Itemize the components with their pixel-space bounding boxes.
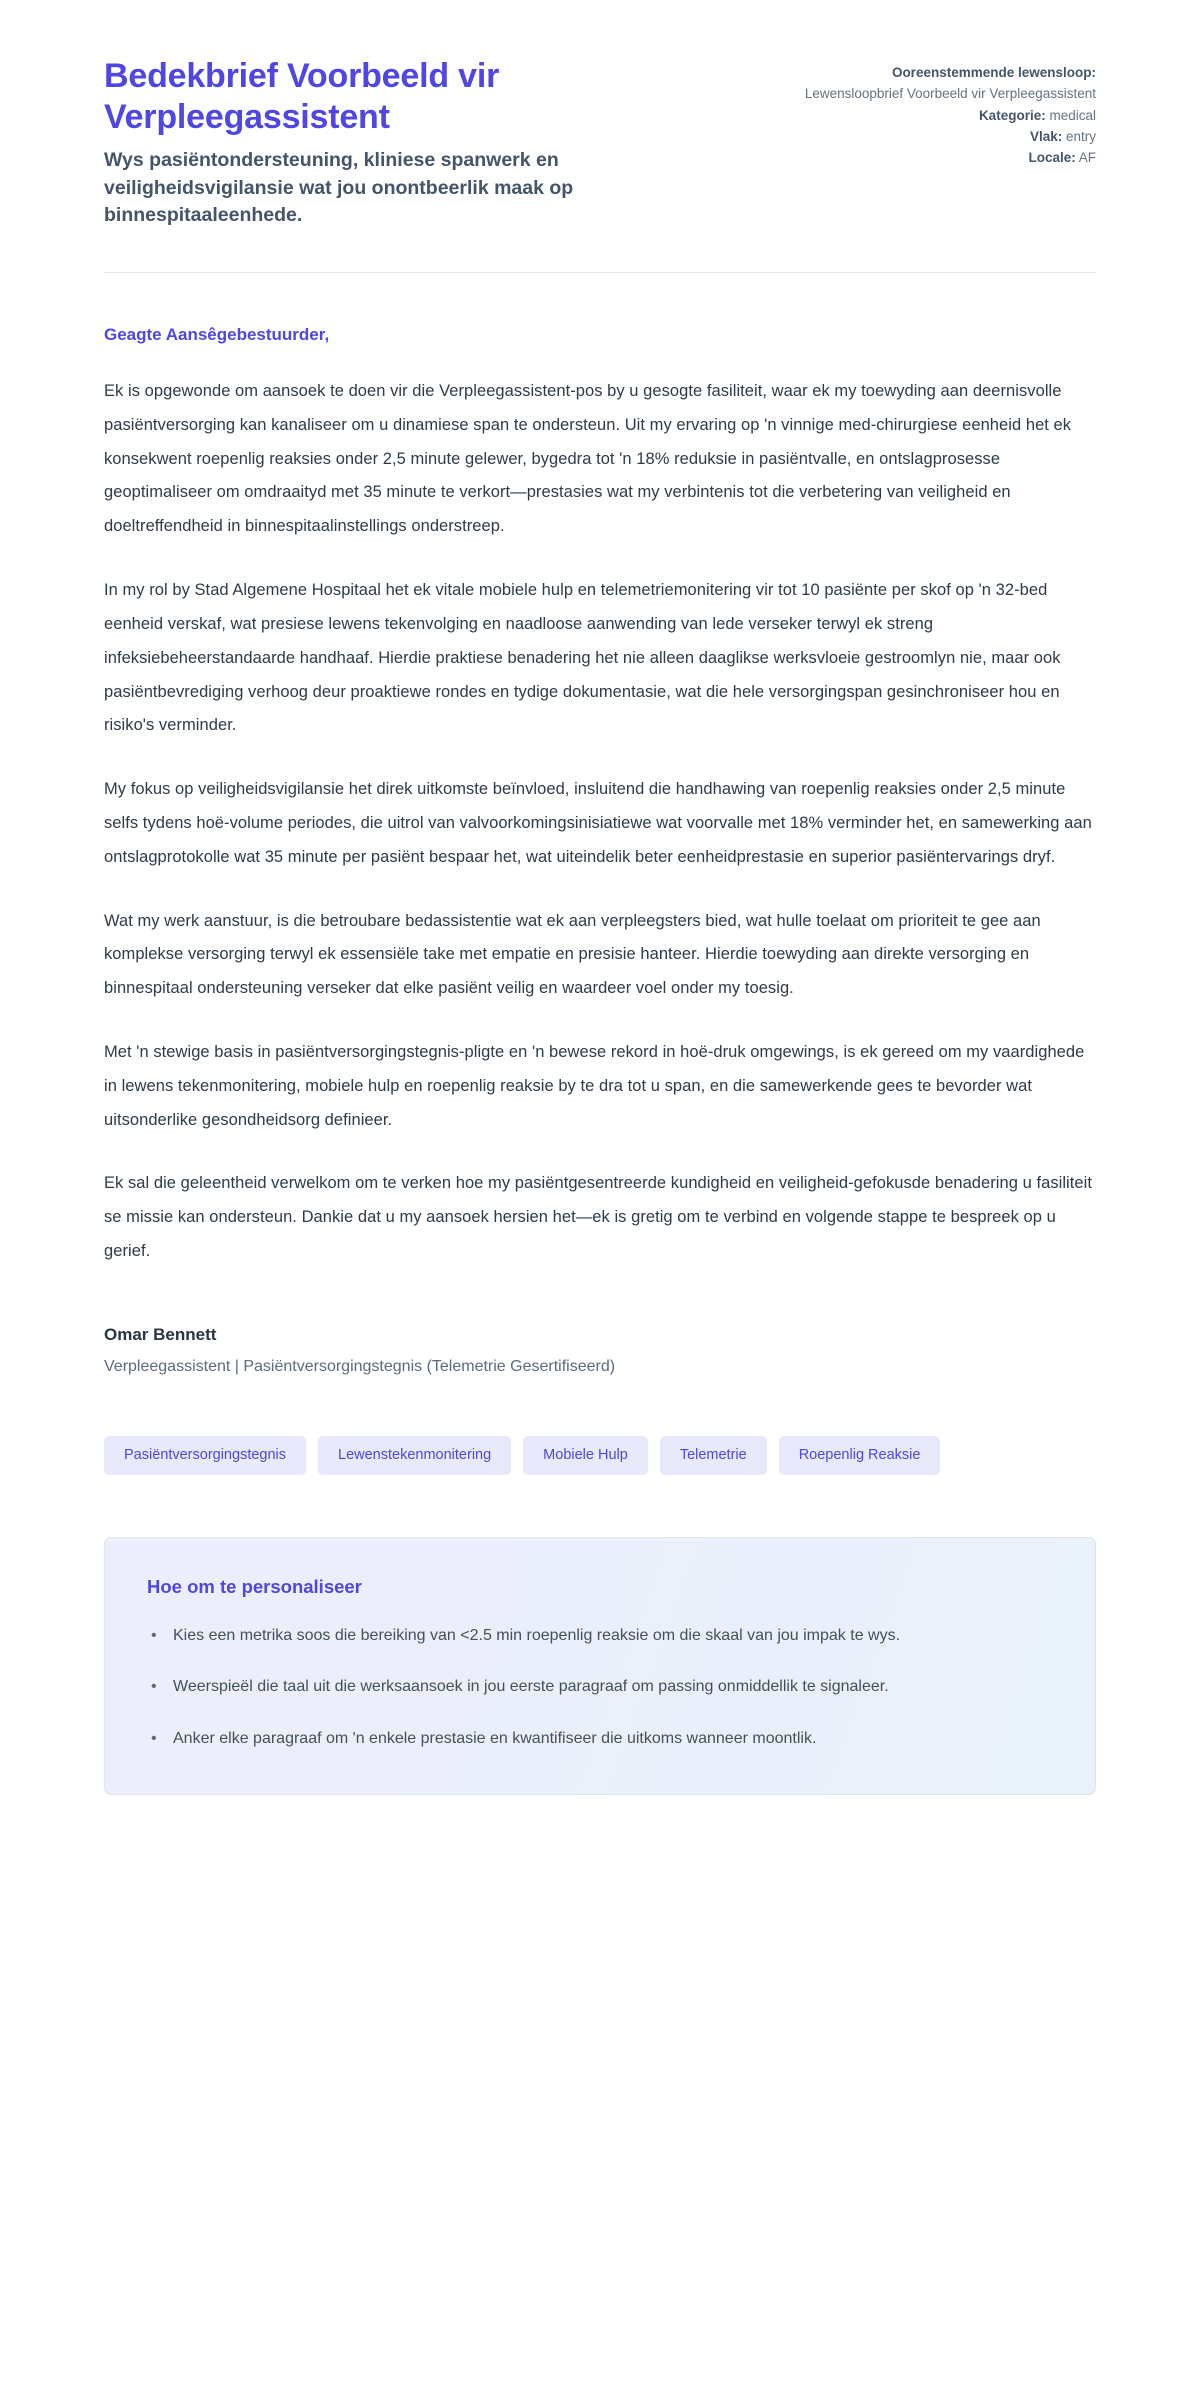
meta-level-value: entry: [1065, 128, 1096, 144]
callout-tip-list: [147, 1620, 1053, 1754]
letter-salutation: Geagte Aansêgebestuurder,: [104, 325, 330, 344]
meta-level-label: Vlak:: [1029, 128, 1063, 144]
skill-tag[interactable]: Lewenstekenmonitering: [318, 1436, 511, 1475]
skill-tag-list: [104, 1436, 1096, 1475]
callout-title: Hoe om te personaliseer: [147, 1576, 362, 1598]
cover-letter-body: [90, 325, 1110, 1376]
skill-tag[interactable]: Roepenlig Reaksie: [779, 1436, 941, 1475]
letter-paragraph: My fokus op veiligheidsvigilansie het direk uitkomste beïnvloed, insluitend die handhawing van roepenlig reaksies onder 2,5 minute selfs tydens hoë-volume periodes, die uitrol van valvoorkomingsinisiatiewe wat voorvalle met 18% verminder het, en samewerking aan ontslagprotokolle wat 35 minute per pasiënt bespaar het, wat uiteindelik beter eenheidprestasie en superior pasiëntervarings dryf.: [104, 780, 1092, 866]
meta-category-value: medical: [1049, 107, 1096, 123]
meta-category-label: Kategorie:: [978, 107, 1046, 123]
skill-tag[interactable]: Mobiele Hulp: [523, 1436, 648, 1475]
meta-level: [796, 126, 1096, 147]
letter-paragraph: Met 'n stewige basis in pasiëntversorgingstegnis-pligte en 'n bewese rekord in hoë-druk omgewings, is ek gereed om my vaardighede in lewens tekenmonitering, mobiele hulp en roepenlig reaksie by te dra tot u span, en die samewerkende gees te bevorder wat uitsonderlike gesondheidsorg definieer.: [104, 1043, 1085, 1129]
page-subtitle: Wys pasiëntondersteuning, kliniese spanwerk en veiligheidsvigilansie wat jou onontbeerlik maak op binnespitaaleenhede.: [104, 148, 574, 227]
letter-paragraph: Wat my werk aanstuur, is die betroubare bedassistentie wat ek aan verpleegsters bied, wat hulle toelaat om prioriteit te gee aan komplekse versorging terwyl ek essensiële take met empatie en presisie hanteer. Hierdie toewyding aan direkte versorging en binnespitaal ondersteuning verseker dat elke pasiënt veilig en waardeer voel onder my toesig.: [104, 911, 1041, 998]
meta-locale-label: Locale:: [1028, 150, 1076, 166]
skill-tag[interactable]: Telemetrie: [660, 1436, 767, 1475]
document-metadata: [796, 56, 1096, 169]
meta-matching-resume: [796, 62, 1096, 105]
meta-matching-resume-label: Ooreenstemmende lewensloop:: [891, 65, 1096, 80]
signature-role: Verpleegassistent | Pasiëntversorgingstegnis (Telemetrie Gesertifiseerd): [104, 1357, 616, 1375]
skill-tag[interactable]: Pasiëntversorgingstegnis: [104, 1436, 306, 1475]
letter-signature: [104, 1325, 1096, 1376]
meta-matching-resume-value: Lewensloopbrief Voorbeeld vir Verpleegassistent: [804, 86, 1096, 102]
callout-tip-item: • Kies een metrika soos die bereiking van <2.5 min roepenlig reaksie om die skaal van jou impak te wys.: [147, 1620, 1053, 1651]
callout-tip-item: • Weerspieël die taal uit die werksaansoek in jou eerste paragraaf om passing onmiddellik te signaleer.: [147, 1671, 1053, 1702]
signature-name: Omar Bennett: [104, 1324, 217, 1344]
letter-paragraph: Ek is opgewonde om aansoek te doen vir die Verpleegassistent-pos by u gesogte fasiliteit, waar ek my toewyding aan deernisvolle pasiëntversorging kan kanaliseer om u dinamiese span te ondersteun. Uit my ervaring op 'n vinnige med-chirurgiese eenheid het ek konsekwent roepenlig reaksies onder 2,5 minute gelewer, bygedra tot 'n 18% reduksie in pasiëntvalle, en ontslagprosesse geoptimaliseer om omdraaityd met 35 minute te verkort—prestasies wat my verbintenis tot die verbetering van veiligheid en doeltreffendheid in binnespitaalinstellings onderstreep.: [104, 382, 1072, 536]
letter-paragraph: Ek sal die geleentheid verwelkom om te verken hoe my pasiëntgesentreerde kundigheid en veiligheid-gefokusde benadering u fasiliteit se missie kan ondersteun. Dankie dat u my aansoek hersien het—ek is gretig om te verbind en volgende stappe te bespreek op u gerief.: [104, 1174, 1092, 1261]
document-header: [90, 56, 1110, 230]
meta-locale: [796, 147, 1096, 168]
meta-locale-value: AF: [1078, 150, 1096, 166]
meta-category: [796, 105, 1096, 126]
letter-paragraph: In my rol by Stad Algemene Hospitaal het ek vitale mobiele hulp en telemetriemonitering vir tot 10 pasiënte per skof op 'n 32-bed eenheid verskaf, wat presiese lewens tekenvolging en naadloose aanwending van lede verseker terwyl ek streng infeksiebeheerstandaarde handhaaf. Hierdie praktiese benadering het nie alleen daaglikse werksvloeie gestroomlyn nie, maar ook pasiëntbevrediging verhoog deur proaktiewe rondes en tydige dokumentasie, wat die hele versorgingspan gesinchroniseer hou en risiko's verminder.: [104, 581, 1061, 735]
header-divider: [104, 272, 1096, 273]
callout-tip-item: • Anker elke paragraaf om 'n enkele prestasie en kwantifiseer die uitkoms wanneer moontlik.: [147, 1723, 1053, 1754]
personalization-callout: [104, 1537, 1096, 1795]
page-title: Bedekbrief Voorbeeld vir Verpleegassistent: [104, 57, 500, 137]
header-title-block: [104, 56, 704, 230]
